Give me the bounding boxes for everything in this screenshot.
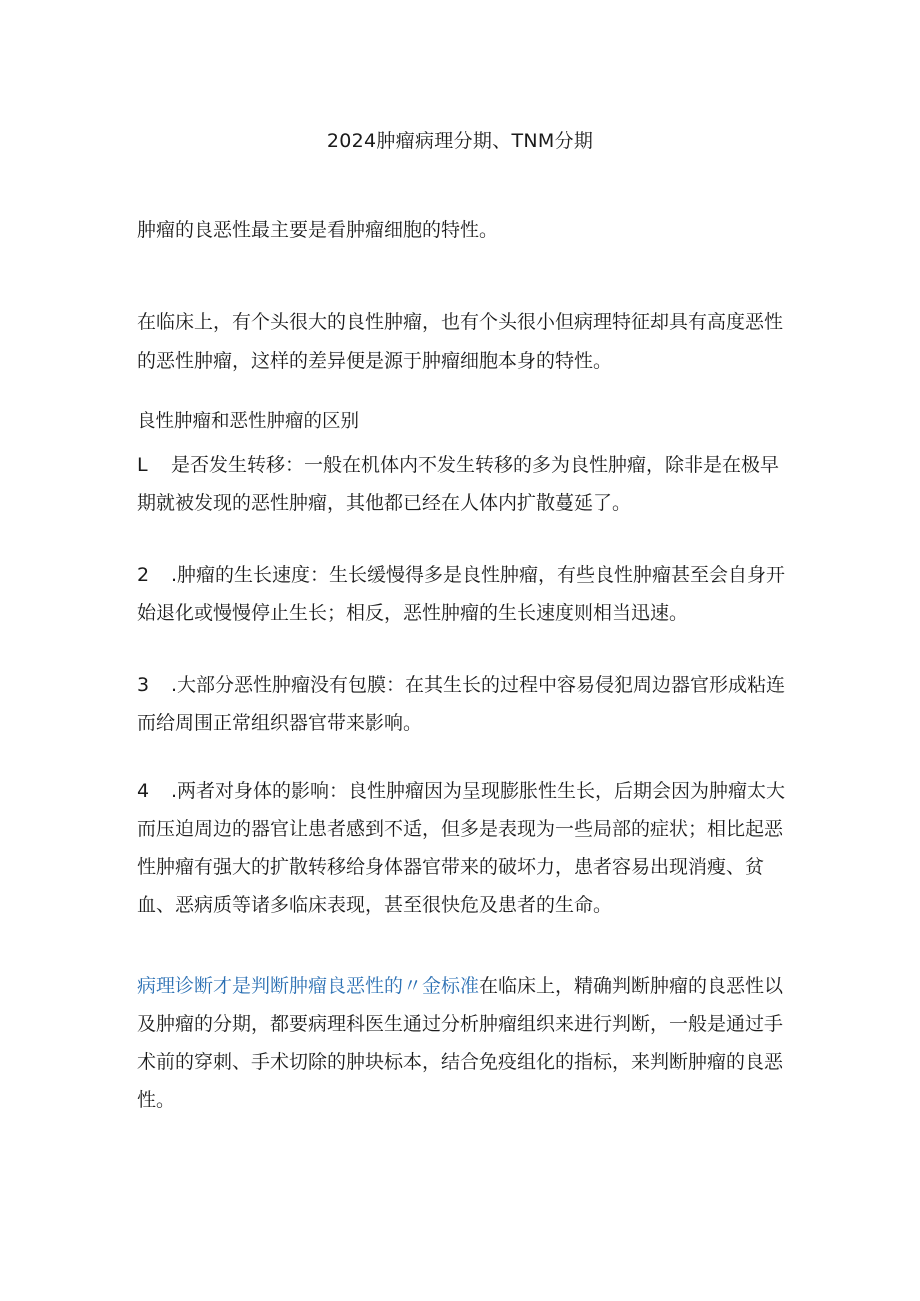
document-title: 2024肿瘤病理分期、TNM分期 <box>326 130 594 152</box>
list-item <box>137 556 787 632</box>
list-item-number: 2 <box>137 564 150 586</box>
list-item-number: L <box>137 454 148 476</box>
section-subheading: 良性肿瘤和恶性肿瘤的区别 <box>137 411 360 432</box>
list-item <box>137 446 787 522</box>
list-item-text: .肿瘤的生长速度：生长缓慢得多是良性肿瘤，有些良性肿瘤甚至会自身开始退化或慢慢停止生长；相反，恶性肿瘤的生长速度则相当迅速。 <box>137 564 786 624</box>
list-item-text: 是否发生转移：一般在机体内不发生转移的多为良性肿瘤，除非是在极早期就被发现的恶性肿瘤，其他都已经在人体内扩散蔓延了。 <box>137 454 780 514</box>
list-item-text: .两者对身体的影响：良性肿瘤因为呈现膨胀性生长，后期会因为肿瘤太大而压迫周边的器官让患者感到不适，但多是表现为一些局部的症状；相比起恶性肿瘤有强大的扩散转移给身体器官带来的破坏力，患者容易出现消瘦、贫血、恶病质等诸多临床表现，甚至很快危及患者的生命。 <box>137 780 786 916</box>
list-item-number: 4 <box>137 780 150 802</box>
list-item-text: .大部分恶性肿瘤没有包膜：在其生长的过程中容易侵犯周边器官形成粘连而给周围正常组织器官带来影响。 <box>137 674 786 734</box>
diagnosis-paragraph <box>137 967 787 1119</box>
list-item <box>137 666 787 742</box>
clinical-paragraph: 在临床上，有个头很大的良性肿瘤，也有个头很小但病理特征却具有高度恶性的恶性肿瘤，这样的差异便是源于肿瘤细胞本身的特性。 <box>137 311 784 372</box>
diagnosis-highlight: 病理诊断才是判断肿瘤良恶性的〃金标准 <box>137 975 480 997</box>
intro-paragraph: 肿瘤的良恶性最主要是看肿瘤细胞的特性。 <box>137 219 499 241</box>
diagnosis-text: 在临床上，精确判断肿瘤的良恶性以及肿瘤的分期，都要病理科医生通过分析肿瘤组织来进行判断，一般是通过手术前的穿刺、手术切除的肿块标本，结合免疫组化的指标，来判断肿瘤的良恶性。 <box>137 975 784 1111</box>
list-item-number: 3 <box>137 674 150 696</box>
list-item <box>137 772 787 924</box>
